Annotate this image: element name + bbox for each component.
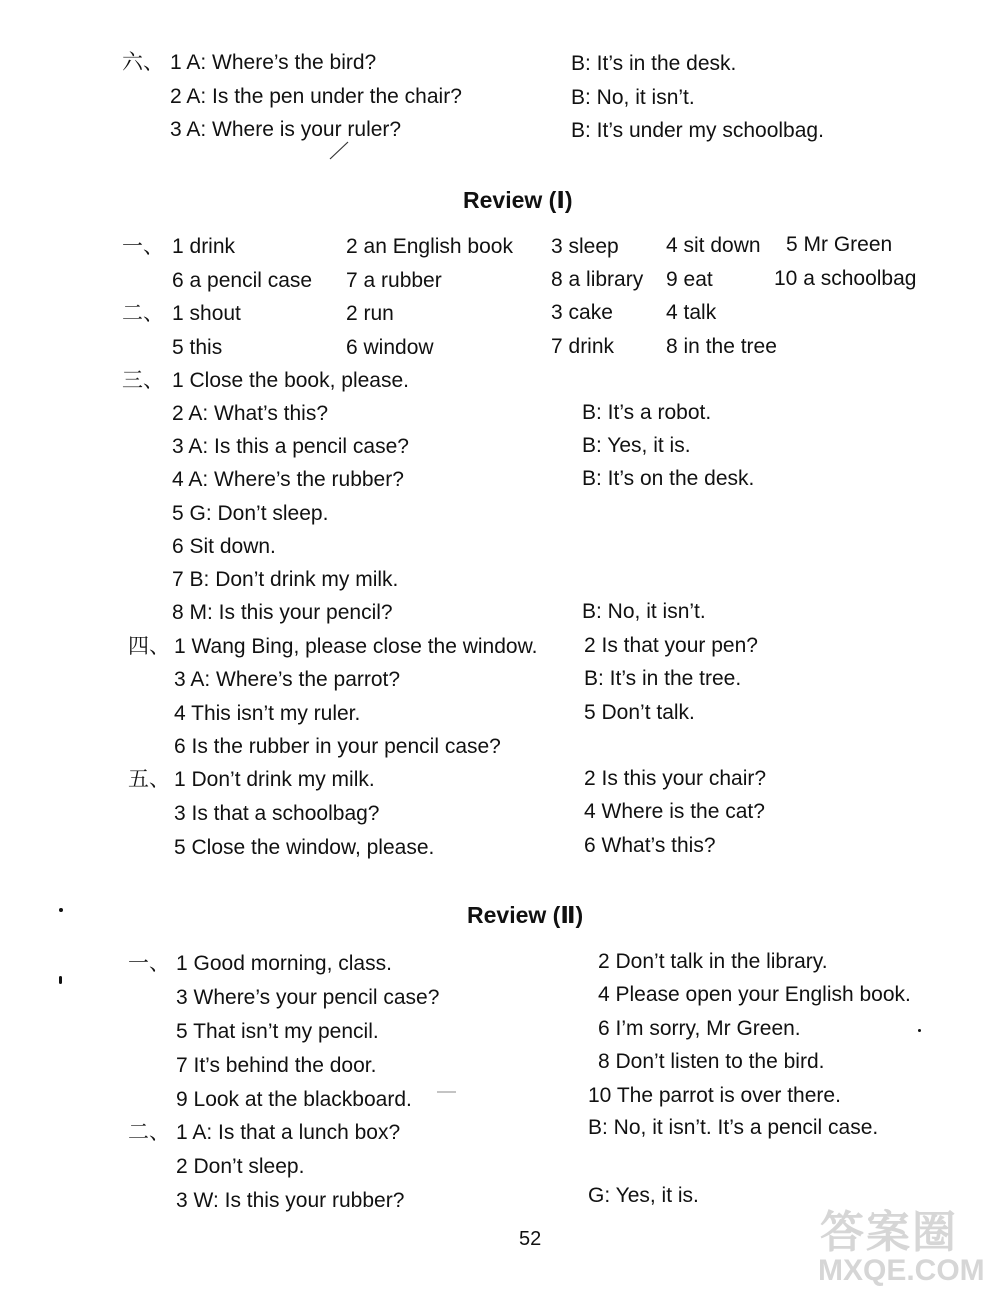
ink-speck: [918, 1029, 921, 1032]
answer-line: 3 A: Where’s the parrot?: [174, 668, 401, 691]
answer-line: B: It’s on the desk.: [582, 467, 755, 490]
pen-stroke-mark: [436, 1090, 458, 1094]
answer-line: B: It’s under my schoolbag.: [571, 119, 824, 142]
answer-line: 8 M: Is this your pencil?: [172, 601, 393, 624]
answer-line: 1 A: Where’s the bird?: [170, 51, 377, 74]
answer-line: 5 That isn’t my pencil.: [176, 1020, 379, 1043]
answer-line: 3 Is that a schoolbag?: [174, 802, 380, 825]
answer-line: 6 Sit down.: [172, 535, 276, 558]
answer-line: B: No, it isn’t.: [571, 86, 695, 109]
answer-line: B: It’s in the tree.: [584, 667, 742, 690]
section-marker-2: 二、: [122, 302, 164, 325]
answer-line: 5 Don’t talk.: [584, 701, 695, 724]
answer-line: 9 Look at the blackboard.: [176, 1088, 412, 1111]
answer-item: 3 sleep: [551, 235, 619, 258]
answer-line: 2 A: Is the pen under the chair?: [170, 85, 462, 108]
answer-item: 1 shout: [172, 302, 241, 325]
answer-line: G: Yes, it is.: [588, 1184, 699, 1207]
answer-line: 6 I’m sorry, Mr Green.: [598, 1017, 801, 1040]
answer-line: 1 A: Is that a lunch box?: [176, 1121, 401, 1144]
answer-line: 3 A: Is this a pencil case?: [172, 435, 409, 458]
answer-line: 5 G: Don’t sleep.: [172, 502, 329, 525]
answer-line: 6 What’s this?: [584, 834, 716, 857]
watermark-logo: 答案圈: [820, 1208, 958, 1257]
answer-item: 2 an English book: [346, 235, 513, 258]
answer-item: 4 talk: [666, 301, 717, 324]
section-marker-1: 一、: [128, 952, 170, 975]
answer-line: 4 A: Where’s the rubber?: [172, 468, 404, 491]
answer-line: 4 This isn’t my ruler.: [174, 702, 361, 725]
answer-item: 2 run: [346, 302, 394, 325]
section-marker-2: 二、: [128, 1121, 170, 1144]
answer-item: 10 a schoolbag: [774, 267, 917, 290]
answer-item: 3 cake: [551, 301, 613, 324]
ink-speck: [59, 976, 62, 984]
answer-line: 1 Close the book, please.: [172, 369, 409, 392]
answer-line: 4 Please open your English book.: [598, 983, 911, 1006]
answer-item: 7 drink: [551, 335, 615, 358]
review-2-title: Review (Ⅱ): [467, 902, 584, 928]
section-marker-6: 六、: [122, 51, 164, 74]
answer-line: 10 The parrot is over there.: [588, 1084, 841, 1107]
watermark-url: MXQE.COM: [818, 1254, 985, 1287]
answer-item: 5 Mr Green: [786, 233, 893, 256]
answer-item: 6 a pencil case: [172, 269, 313, 292]
answer-line: 2 Is that your pen?: [584, 634, 758, 657]
answer-line: 1 Wang Bing, please close the window.: [174, 635, 538, 658]
answer-line: 2 Is this your chair?: [584, 767, 767, 790]
answer-line: 7 It’s behind the door.: [176, 1054, 377, 1077]
answer-line: 1 Good morning, class.: [176, 952, 392, 975]
answer-line: 2 Don’t talk in the library.: [598, 950, 828, 973]
section-marker-4: 四、: [128, 635, 170, 658]
answer-item: 8 a library: [551, 268, 644, 291]
answer-item: 7 a rubber: [346, 269, 442, 292]
answer-line: 7 B: Don’t drink my milk.: [172, 568, 399, 591]
pen-stroke-mark: [326, 140, 352, 162]
answer-line: 3 W: Is this your rubber?: [176, 1189, 405, 1212]
section-marker-1: 一、: [122, 235, 164, 258]
ink-speck: [59, 908, 63, 912]
answer-item: 8 in the tree: [666, 335, 777, 358]
answer-line: 3 Where’s your pencil case?: [176, 986, 440, 1009]
answer-line: B: It’s a robot.: [582, 401, 712, 424]
answer-item: 5 this: [172, 336, 223, 359]
answer-line: 5 Close the window, please.: [174, 836, 435, 859]
answer-item: 6 window: [346, 336, 434, 359]
answer-line: 2 A: What’s this?: [172, 402, 329, 425]
answer-line: 8 Don’t listen to the bird.: [598, 1050, 825, 1073]
answer-line: 6 Is the rubber in your pencil case?: [174, 735, 501, 758]
answer-item: 9 eat: [666, 268, 713, 291]
answer-line: 3 A: Where is your ruler?: [170, 118, 402, 141]
answer-line: B: No, it isn’t.: [582, 600, 706, 623]
answer-line: B: Yes, it is.: [582, 434, 691, 457]
answer-line: B: No, it isn’t. It’s a pencil case.: [588, 1116, 879, 1139]
answer-line: 4 Where is the cat?: [584, 800, 765, 823]
answer-item: 4 sit down: [666, 234, 761, 257]
review-1-title: Review (Ⅰ): [463, 187, 573, 213]
answer-line: 1 Don’t drink my milk.: [174, 768, 375, 791]
section-marker-3: 三、: [122, 369, 164, 392]
answer-line: B: It’s in the desk.: [571, 52, 737, 75]
section-marker-5: 五、: [128, 768, 170, 791]
answer-line: 2 Don’t sleep.: [176, 1155, 305, 1178]
answer-item: 1 drink: [172, 235, 236, 258]
page-number: 52: [519, 1228, 542, 1250]
